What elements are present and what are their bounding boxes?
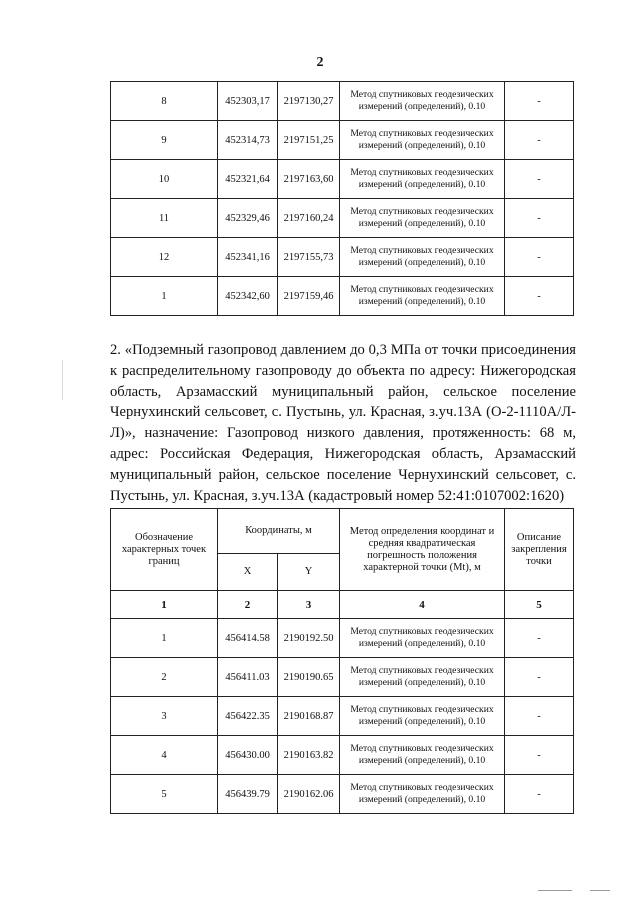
table-row: [111, 277, 574, 316]
y-cell: 2197160,24: [278, 199, 340, 238]
header-y: Y: [278, 554, 340, 591]
point-cell: 9: [111, 121, 218, 160]
page-number: 2: [316, 55, 324, 70]
y-cell: 2190192.50: [278, 619, 340, 658]
table-row: [111, 238, 574, 277]
y-cell: 2197155,73: [278, 238, 340, 277]
table-row: [111, 775, 574, 814]
y-cell: 2190190.65: [278, 658, 340, 697]
method-cell: Метод спутниковых геодезических измерений (определений), 0.10: [340, 697, 505, 736]
point-cell: 2: [111, 658, 218, 697]
fix-cell: -: [505, 697, 574, 736]
point-cell: 5: [111, 775, 218, 814]
method-cell: Метод спутниковых геодезических измерений (определений), 0.10: [340, 277, 505, 316]
scan-footer-line: [590, 890, 610, 891]
x-cell: 452303,17: [218, 82, 278, 121]
y-cell: 2197130,27: [278, 82, 340, 121]
column-number: 2: [218, 591, 278, 619]
table-row: [111, 736, 574, 775]
method-cell: Метод спутниковых геодезических измерений (определений), 0.10: [340, 736, 505, 775]
method-cell: Метод спутниковых геодезических измерений (определений), 0.10: [340, 619, 505, 658]
method-cell: Метод спутниковых геодезических измерений (определений), 0.10: [340, 238, 505, 277]
table-row: [111, 82, 574, 121]
method-cell: Метод спутниковых геодезических измерений (определений), 0.10: [340, 775, 505, 814]
table-row: [111, 160, 574, 199]
x-cell: 452341,16: [218, 238, 278, 277]
method-cell: Метод спутниковых геодезических измерений (определений), 0.10: [340, 658, 505, 697]
column-number: 1: [111, 591, 218, 619]
x-cell: 456414.58: [218, 619, 278, 658]
point-cell: 3: [111, 697, 218, 736]
point-cell: 1: [111, 619, 218, 658]
fix-cell: -: [505, 775, 574, 814]
y-cell: 2190168.87: [278, 697, 340, 736]
fix-cell: -: [505, 199, 574, 238]
header-x: X: [218, 554, 278, 591]
table-row: [111, 697, 574, 736]
coordinates-table-1: [110, 81, 574, 316]
fix-cell: -: [505, 82, 574, 121]
y-cell: 2190162.06: [278, 775, 340, 814]
column-number: 4: [340, 591, 505, 619]
header-row: [111, 509, 574, 554]
object-description-paragraph: 2. «Подземный газопровод давлением до 0,3 МПа от точки присоединения к распределительному газопроводу до объекта по адресу: Нижегородская область, Арзамасский муниципальный район, сельское поселение Чернухинский сельсовет, с. Пустынь, ул. Красная, з.уч.13А (О-2-1110А/Л-Л)», назначение: Газопровод низкого давления, протяженность: 68 м, адрес: Российская Федерация, Нижегородская область, Арзамасский муниципальный район, сельское поселение Чернухинский сельсовет, с. Пустынь, ул. Красная, з.уч.13А (кадастровый номер 52:41:0107002:1620): [110, 342, 576, 504]
fix-cell: -: [505, 619, 574, 658]
header-designation: Обозначение характерных точек границ: [111, 509, 218, 591]
y-cell: 2197151,25: [278, 121, 340, 160]
point-cell: 8: [111, 82, 218, 121]
x-cell: 456439.79: [218, 775, 278, 814]
fix-cell: -: [505, 238, 574, 277]
scan-margin-mark: [62, 360, 63, 400]
table-row: [111, 658, 574, 697]
fix-cell: -: [505, 160, 574, 199]
coordinates-table-2: [110, 508, 574, 814]
fix-cell: -: [505, 277, 574, 316]
method-cell: Метод спутниковых геодезических измерений (определений), 0.10: [340, 199, 505, 238]
table-row: [111, 619, 574, 658]
header-coordinates: Координаты, м: [218, 509, 340, 554]
method-cell: Метод спутниковых геодезических измерений (определений), 0.10: [340, 160, 505, 199]
x-cell: 456411.03: [218, 658, 278, 697]
y-cell: 2197159,46: [278, 277, 340, 316]
x-cell: 456430.00: [218, 736, 278, 775]
point-cell: 12: [111, 238, 218, 277]
x-cell: 452321,64: [218, 160, 278, 199]
y-cell: 2190163.82: [278, 736, 340, 775]
table-row: [111, 199, 574, 238]
point-cell: 11: [111, 199, 218, 238]
fix-cell: -: [505, 736, 574, 775]
point-cell: 10: [111, 160, 218, 199]
fix-cell: -: [505, 658, 574, 697]
scan-footer-line: [538, 890, 572, 891]
x-cell: 452314,73: [218, 121, 278, 160]
y-cell: 2197163,60: [278, 160, 340, 199]
fix-cell: -: [505, 121, 574, 160]
table-row: [111, 121, 574, 160]
x-cell: 452329,46: [218, 199, 278, 238]
column-number: 3: [278, 591, 340, 619]
point-cell: 4: [111, 736, 218, 775]
column-number: 5: [505, 591, 574, 619]
x-cell: 452342,60: [218, 277, 278, 316]
column-number-row: [111, 591, 574, 619]
x-cell: 456422.35: [218, 697, 278, 736]
header-method: Метод определения координат и средняя квадратическая погрешность положения характерной точки (Mt), м: [340, 509, 505, 591]
method-cell: Метод спутниковых геодезических измерений (определений), 0.10: [340, 82, 505, 121]
method-cell: Метод спутниковых геодезических измерений (определений), 0.10: [340, 121, 505, 160]
header-fixing: Описание закрепления точки: [505, 509, 574, 591]
point-cell: 1: [111, 277, 218, 316]
